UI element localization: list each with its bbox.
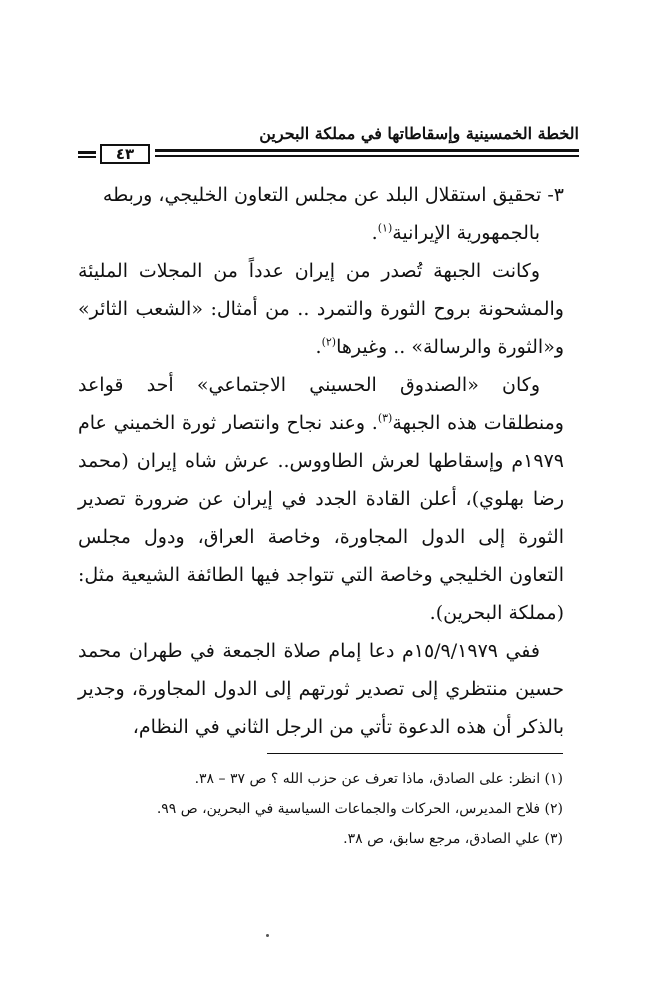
- paragraph-1-line-1: ٣- تحقيق استقلال البلد عن مجلس التعاون الخليجي، وربطه: [102, 184, 564, 206]
- header-rule-thick: [155, 149, 579, 152]
- paragraph-3-text-a: وكان «الصندوق الحسيني الاجتماعي» أحد قواعد ومنطلقات هذه الجبهة: [78, 374, 564, 434]
- footnote-3: (٣) علي الصادق، مرجع سابق، ص ٣٨.: [343, 831, 563, 847]
- page-number-rule-thin: [78, 156, 96, 158]
- header-rule-thin: [155, 155, 579, 157]
- paragraph-3: [78, 366, 564, 632]
- paragraph-1-end: .: [371, 222, 378, 244]
- running-title: الخطة الخمسينية وإسقاطاتها في مملكة البحرين: [259, 124, 579, 143]
- footnotes: [83, 764, 563, 854]
- paragraph-2-end: .: [315, 336, 322, 358]
- footnote-2: (٢) فلاح المديرس، الحركات والجماعات السياسية في البحرين، ص ٩٩.: [156, 801, 563, 817]
- paragraph-1-text: بالجمهورية الإيرانية: [392, 222, 540, 244]
- paragraph-4: [78, 632, 564, 746]
- paragraph-2: [78, 252, 564, 366]
- footnote-separator: [267, 753, 563, 754]
- page-number-rule-thick: [78, 151, 96, 154]
- footnote-ref-1: (١): [377, 221, 393, 235]
- footnote-1: (١) انظر: على الصادق، ماذا تعرف عن حزب الله ؟ ص ٣٧ – ٣٨.: [194, 771, 563, 787]
- paragraph-3-text-b: . وعند نجاح وانتصار ثورة الخميني عام ١٩٧٩م وإسقاطها لعرش الطاووس.. عرش شاه إيران (محمد رضا بهلوي)، أعلن القادة الجدد في إيران عن ضرورة تصدير الثورة إلى الدول المجاورة، وخاصة العراق، ودول مجلس التعاون الخليجي وخاصة التي تتواجد فيها الطائفة الشيعية مثل: (مملكة البحرين).: [78, 412, 564, 624]
- paragraph-1: [78, 176, 564, 252]
- header-rule: [155, 149, 579, 159]
- page-number: ٤٣: [100, 144, 150, 164]
- footnote-ref-3: (٣): [377, 411, 393, 425]
- paragraph-4-text: ففي ١٥/٩/١٩٧٩م دعا إمام صلاة الجمعة في طهران محمد حسين منتظري إلى تصدير ثورتهم إلى الدول المجاورة، وجدير بالذكر أن هذه الدعوة تأتي من الرجل الثاني في النظام،: [78, 640, 564, 738]
- page-speck: [266, 934, 269, 937]
- footnote-ref-2: (٢): [321, 335, 337, 349]
- paragraph-2-text: وكانت الجبهة تُصدر من إيران عدداً من المجلات المليئة والمشحونة بروح الثورة والتمرد .. من أمثال: «الشعب الثائر» و«الثورة والرسالة» .. وغيرها: [78, 260, 564, 358]
- page-number-rule: [78, 151, 96, 157]
- body-text: [78, 176, 564, 746]
- paragraph-1-line-2: [372, 222, 564, 244]
